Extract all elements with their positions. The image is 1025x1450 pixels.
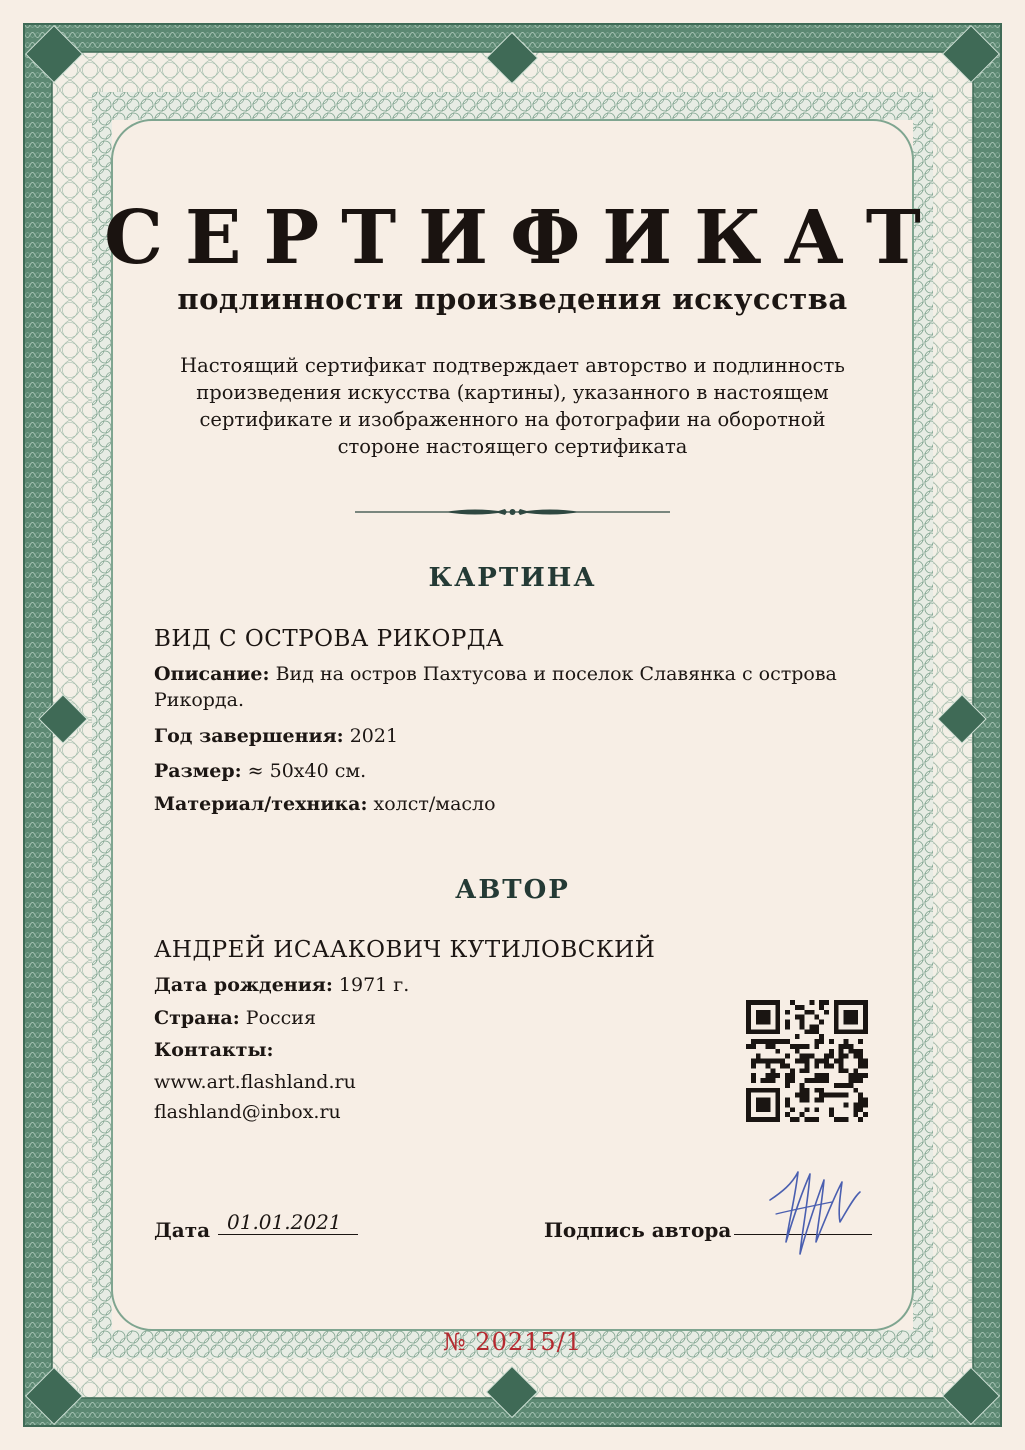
qr-module	[785, 1039, 790, 1044]
qr-module	[766, 1044, 771, 1049]
qr-module	[839, 1117, 844, 1122]
qr-module	[814, 1059, 819, 1064]
qr-module	[853, 1078, 858, 1083]
qr-module	[800, 1024, 805, 1029]
qr-module	[839, 1049, 844, 1054]
qr-module	[800, 1059, 805, 1064]
qr-module	[785, 1010, 790, 1015]
birth-value: 1971 г.	[338, 974, 410, 996]
qr-module	[809, 1029, 814, 1034]
qr-module	[761, 1039, 766, 1044]
qr-module	[819, 1093, 824, 1098]
author-email: flashland@inbox.ru	[154, 1101, 341, 1123]
certificate-title: СЕРТИФИКАТ	[104, 195, 943, 281]
qr-module	[800, 1112, 805, 1117]
qr-module	[770, 1078, 775, 1083]
qr-module	[785, 1024, 790, 1029]
qr-module	[848, 1083, 853, 1088]
qr-module	[858, 1049, 863, 1054]
qr-module	[805, 1029, 810, 1034]
qr-module	[805, 1107, 810, 1112]
qr-module	[829, 1054, 834, 1059]
qr-module	[839, 1054, 844, 1059]
qr-module	[814, 1107, 819, 1112]
qr-module	[824, 1054, 829, 1059]
author-signature	[762, 1162, 872, 1262]
qr-module	[863, 1073, 868, 1078]
qr-module	[824, 1073, 829, 1078]
qr-module	[853, 1107, 858, 1112]
qr-module	[853, 1073, 858, 1078]
qr-module	[848, 1073, 853, 1078]
qr-module	[819, 1000, 824, 1005]
qr-module	[756, 1010, 771, 1025]
qr-module	[766, 1059, 771, 1064]
qr-module	[844, 1054, 849, 1059]
qr-module	[809, 1117, 814, 1122]
description-line2: Рикорда.	[154, 689, 244, 711]
qr-module	[853, 1068, 858, 1073]
qr-module	[844, 1068, 849, 1073]
birth-label: Дата рождения:	[154, 974, 333, 996]
qr-module	[863, 1102, 868, 1107]
description-label: Описание:	[154, 663, 270, 685]
qr-module	[834, 1093, 839, 1098]
painting-description	[154, 661, 874, 713]
qr-module	[790, 1073, 795, 1078]
painting-name: ВИД С ОСТРОВА РИКОРДА	[154, 626, 504, 652]
qr-module	[824, 1059, 829, 1064]
qr-module	[805, 1068, 810, 1073]
qr-module	[790, 1000, 795, 1005]
qr-module	[785, 1054, 790, 1059]
author-website: www.art.flashland.ru	[154, 1071, 356, 1093]
qr-module	[805, 1078, 810, 1083]
qr-module	[839, 1093, 844, 1098]
qr-module	[756, 1054, 761, 1059]
qr-module	[863, 1059, 868, 1064]
qr-module	[805, 1044, 810, 1049]
qr-module	[858, 1098, 863, 1103]
qr-module	[829, 1112, 834, 1117]
qr-module	[839, 1059, 844, 1064]
qr-module	[790, 1078, 795, 1083]
qr-module	[809, 1024, 814, 1029]
material-value: холст/масло	[373, 793, 496, 815]
qr-module	[819, 1098, 824, 1103]
qr-module	[790, 1107, 795, 1112]
qr-module	[863, 1063, 868, 1068]
qr-module	[795, 1015, 800, 1020]
qr-module	[795, 1034, 800, 1039]
qr-code	[746, 1000, 868, 1122]
qr-module	[800, 1083, 805, 1088]
qr-module	[819, 1005, 824, 1010]
qr-module	[800, 1020, 805, 1025]
qr-module	[770, 1068, 775, 1073]
qr-module	[858, 1039, 863, 1044]
section-painting-heading: КАРТИНА	[428, 563, 597, 593]
qr-module	[839, 1083, 844, 1088]
qr-module	[751, 1073, 756, 1078]
date-line	[218, 1234, 358, 1235]
qr-module	[819, 1073, 824, 1078]
qr-module	[800, 1044, 805, 1049]
qr-module	[756, 1059, 761, 1064]
qr-module	[805, 1093, 810, 1098]
qr-module	[785, 1112, 790, 1117]
painting-material	[154, 791, 874, 817]
qr-module	[819, 1034, 824, 1039]
qr-module	[834, 1117, 839, 1122]
signature-label: Подпись автора	[544, 1218, 732, 1242]
qr-module	[829, 1049, 834, 1054]
qr-module	[819, 1059, 824, 1064]
qr-module	[839, 1068, 844, 1073]
qr-module	[795, 1117, 800, 1122]
qr-module	[844, 1083, 849, 1088]
qr-module	[844, 1044, 849, 1049]
author-birth	[154, 972, 874, 998]
qr-module	[766, 1073, 771, 1078]
qr-module	[839, 1063, 844, 1068]
qr-module	[785, 1020, 790, 1025]
qr-module	[751, 1059, 756, 1064]
material-label: Материал/техника:	[154, 793, 368, 815]
painting-size	[154, 758, 874, 784]
qr-module	[819, 1020, 824, 1025]
qr-module	[785, 1078, 790, 1083]
certificate-number: № 20215/1	[442, 1328, 583, 1356]
qr-module	[805, 1054, 810, 1059]
painting-year	[154, 723, 874, 749]
qr-module	[751, 1063, 756, 1068]
qr-module	[814, 1015, 819, 1020]
qr-module	[756, 1098, 771, 1113]
qr-module	[814, 1063, 819, 1068]
qr-module	[858, 1063, 863, 1068]
qr-module	[795, 1049, 800, 1054]
qr-module	[858, 1102, 863, 1107]
qr-module	[853, 1054, 858, 1059]
qr-module	[785, 1073, 790, 1078]
contacts-label-text: Контакты:	[154, 1039, 274, 1061]
qr-module	[809, 1010, 814, 1015]
qr-module	[834, 1059, 839, 1064]
qr-module	[863, 1098, 868, 1103]
country-value: Россия	[245, 1007, 316, 1029]
intro-paragraph: Настоящий сертификат подтверждает авторство и подлинность произведения искусства (картины), указанного в настоящем сертификате и изображенного на фотографии на оборотной стороне настоящего сертификата	[180, 354, 845, 458]
author-name: АНДРЕЙ ИСААКОВИЧ КУТИЛОВСКИЙ	[154, 937, 656, 963]
qr-module	[800, 1088, 805, 1093]
year-value: 2021	[349, 725, 399, 747]
qr-module	[839, 1044, 844, 1049]
qr-module	[858, 1054, 863, 1059]
qr-module	[766, 1063, 771, 1068]
qr-module	[814, 1078, 819, 1083]
qr-module	[800, 1093, 805, 1098]
qr-module	[814, 1073, 819, 1078]
qr-module	[751, 1044, 756, 1049]
qr-module	[746, 1044, 751, 1049]
date-label: Дата	[154, 1218, 211, 1242]
size-label: Размер:	[154, 760, 242, 782]
qr-module	[780, 1039, 785, 1044]
size-value: ≈ 50х40 см.	[247, 760, 367, 782]
qr-module	[809, 1078, 814, 1083]
qr-module	[848, 1078, 853, 1083]
qr-module	[814, 1088, 819, 1093]
qr-module	[790, 1044, 795, 1049]
qr-module	[790, 1068, 795, 1073]
qr-module	[819, 1078, 824, 1083]
qr-module	[795, 1093, 800, 1098]
qr-module	[858, 1093, 863, 1098]
qr-module	[751, 1039, 756, 1044]
qr-module	[858, 1107, 863, 1112]
qr-module	[844, 1102, 849, 1107]
qr-module	[814, 1039, 819, 1044]
qr-module	[858, 1059, 863, 1064]
qr-module	[785, 1083, 790, 1088]
qr-module	[775, 1073, 780, 1078]
qr-module	[800, 1015, 805, 1020]
qr-module	[844, 1010, 859, 1025]
qr-module	[800, 1005, 805, 1010]
qr-module	[780, 1063, 785, 1068]
qr-module	[800, 1068, 805, 1073]
qr-module	[819, 1039, 824, 1044]
qr-module	[809, 1054, 814, 1059]
qr-module	[805, 1098, 810, 1103]
qr-module	[780, 1059, 785, 1064]
qr-module	[761, 1078, 766, 1083]
qr-module	[853, 1049, 858, 1054]
qr-module	[824, 1093, 829, 1098]
qr-module	[770, 1073, 775, 1078]
qr-module	[844, 1093, 849, 1098]
qr-module	[785, 1063, 790, 1068]
qr-module	[800, 1054, 805, 1059]
qr-module	[805, 1117, 810, 1122]
qr-module	[834, 1083, 839, 1088]
qr-module	[829, 1093, 834, 1098]
qr-module	[844, 1117, 849, 1122]
qr-module	[858, 1073, 863, 1078]
description-line1: Вид на остров Пахтусова и поселок Славянка с острова	[275, 663, 837, 685]
qr-module	[790, 1117, 795, 1122]
qr-module	[775, 1059, 780, 1064]
qr-module	[795, 1059, 800, 1064]
qr-module	[853, 1088, 858, 1093]
qr-module	[766, 1078, 771, 1083]
qr-module	[761, 1059, 766, 1064]
qr-module	[844, 1039, 849, 1044]
qr-module	[814, 1098, 819, 1103]
qr-module	[819, 1088, 824, 1093]
qr-module	[809, 1000, 814, 1005]
qr-module	[795, 1005, 800, 1010]
qr-module	[824, 1010, 829, 1015]
qr-module	[775, 1049, 780, 1054]
qr-module	[853, 1112, 858, 1117]
qr-module	[814, 1117, 819, 1122]
qr-module	[775, 1039, 780, 1044]
year-label: Год завершения:	[154, 725, 344, 747]
country-label: Страна:	[154, 1007, 240, 1029]
qr-module	[805, 1010, 810, 1015]
qr-module	[829, 1063, 834, 1068]
qr-module	[770, 1044, 775, 1049]
qr-module	[824, 1063, 829, 1068]
qr-module	[853, 1102, 858, 1107]
section-author-heading: АВТОР	[455, 875, 570, 905]
qr-module	[814, 1044, 819, 1049]
qr-module	[751, 1078, 756, 1083]
qr-module	[858, 1117, 863, 1122]
qr-module	[824, 1078, 829, 1083]
qr-module	[814, 1029, 819, 1034]
qr-module	[848, 1044, 853, 1049]
qr-module	[829, 1039, 834, 1044]
qr-module	[800, 1098, 805, 1103]
qr-module	[824, 1000, 829, 1005]
qr-module	[785, 1102, 790, 1107]
qr-module	[770, 1039, 775, 1044]
qr-module	[829, 1107, 834, 1112]
qr-module	[863, 1112, 868, 1117]
qr-module	[795, 1044, 800, 1049]
qr-module	[805, 1088, 810, 1093]
qr-module	[805, 1059, 810, 1064]
date-value: 01.01.2021	[227, 1210, 342, 1234]
qr-module	[785, 1098, 790, 1103]
qr-module	[766, 1039, 771, 1044]
qr-module	[805, 1063, 810, 1068]
qr-module	[848, 1049, 853, 1054]
qr-module	[858, 1078, 863, 1083]
qr-module	[756, 1039, 761, 1044]
ornament-divider	[355, 503, 670, 521]
qr-module	[770, 1059, 775, 1064]
qr-module	[814, 1024, 819, 1029]
certificate-subtitle: подлинности произведения искусства	[177, 282, 848, 316]
